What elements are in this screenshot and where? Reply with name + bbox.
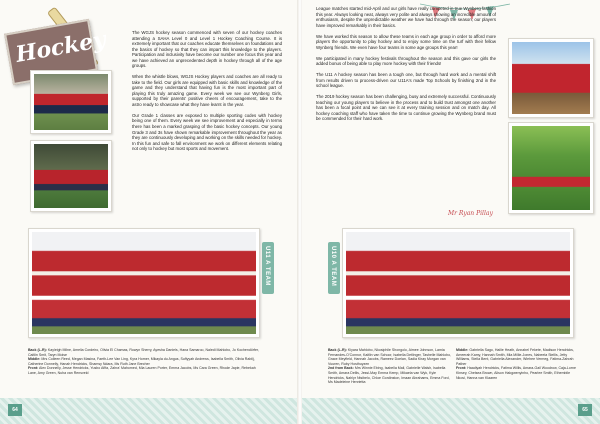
photo-image <box>512 126 590 210</box>
tab-label: U11 A TEAM <box>264 246 270 286</box>
page-number-right: 65 <box>578 404 592 416</box>
paragraph: We have worked this season to allow these teams in each age group in order to afford more players the opportunity to play hockey and to enjoy some time on the turf with their fellow Wynberg friends. We even have four teams in some age groups this year! <box>316 33 496 50</box>
paragraph: Our Grade 1 classes are exposed to multiple sporting codes with hockey being one of them. Every week we see improvement and especially in terms there has been a marked grasping of the basic hockey concepts. Our young Grade 3 and 3s have shown remarkable improvement throughout the year as they are continuously developing and working on the skills needed for hockey. In this fun and safe to fall environment we work on different elements relating not only to hockey but most sports and movement. <box>132 112 282 152</box>
paragraph: We participated in many hockey festivals throughout the season and this gave our girls the added bonus of being able to play more hockey with their friends! <box>316 55 496 67</box>
caption-line: 2nd from Back: Mrs Winnie Ebing, Isabella Mail, Gabrielle Walsh, Isabella Smith, Amara Dellis, Jessi-May Emma Kemp, Mikaela van Wyk, Kyle Hendricks, Nahlyr Ntsibelo, Chloe Gordinston, Imaan Abrahams, Emma Ford, Ms Madeleine Henrietta <box>328 366 450 385</box>
logo-text: Hockey <box>13 26 108 68</box>
caption-line: Front: Haadiyah Hendricks, Fatima Willis, Amara-Gail Woodrow, Caja-Lorne Kinsey, Chelsea Brown, Alison Hakgwenyinho, Pearlee Smith, Ethembile Nkosi, Hanna van Klaaren <box>456 366 576 380</box>
caption-line: Back (L-R): Kayleigh Milne, Amelia Cordeiro, Olivia El Chamas, Rowyn Sherry, Ayesha Daniels, Hana Samaroo, Naledi Mahlobo, Jo Kochendörfer, Caitlin Smit, Taryn Moise <box>28 348 259 357</box>
left-article-text <box>132 30 282 157</box>
left-caption <box>28 348 260 376</box>
right-article-text <box>316 6 496 127</box>
tab-label: U10 A TEAM <box>330 246 336 287</box>
right-caption-a <box>328 348 452 385</box>
paragraph: The WGJS hockey season commenced with seven of our hockey coaches attending a SAHA Level 0 and Level 1 Hockey Coaching Course. It is extremely important that our coaches educate themselves on foundations and the basics of hockey so that they can impart this knowledge to the players. Participation and inclusivity have become our number one focus this year and we have achieved an unprecedented depth in hockey through all of the age groups. <box>132 30 282 69</box>
photo-girls-playing <box>508 122 594 214</box>
photo-image <box>346 232 570 334</box>
paragraph: League matches started mid-April and our girls have really competed in true Wynberg fashion this year. Always looking neat, always very polite and always showing an incredible amount of enthusiasm, despite the unpredictable weather we have had through the season; our players have improved remarkably in their basics. <box>316 6 496 28</box>
photo-image <box>34 74 108 130</box>
page-number-left: 64 <box>8 404 22 416</box>
photo-team-huddle <box>30 140 112 212</box>
photo-girls-smiling <box>508 38 594 118</box>
photo-team-celebration <box>30 70 112 134</box>
caption-line: Middle: Gabriella Sago, Hailie Heath, Annabel Fekete, Madison Hendricks, Ameerah Kamy, Hannah Smith, Mia Millie-Jones, Nabeela Stellis, Jetty Williams, Stella Bent, Gabriella Alexander, Wiehee Vermeg, Fatima-Zahrah Pather <box>456 348 574 366</box>
caption-line: Front: Alex Donnelly, Jesse Hendricks, Yusbo Afifa, Zahra' Mahomed, Mia Lauren Porter, Emma Jacobs, Ms Cara Green, Rhode Japie, Rebekah Lane, Amy Green, Nuha van Rensveld <box>28 366 256 375</box>
caption-line: Middle: Mrs Colleen Reed, Megan Masina, Faeth-Lee Van Ling, Kyra Horner, Mikayla du Angus, Sufiyyah Andrews, Isabella Smith, Olivia Rabilj, Catherine Donnelly, Hanah Hendricks, Shamsy Ndara, Ms Ruth Jane Brecher <box>28 357 255 366</box>
right-footer-band <box>302 398 600 424</box>
paragraph: The U11 A hockey season has been a tough one, but through hard work and a mental shift from results driven to process-driven our U11A's made Top Schools by finishing 2nd in the school league. <box>316 72 496 89</box>
right-page <box>302 0 600 424</box>
photo-image <box>34 144 108 208</box>
paragraph: The 2019 hockey season has been challenging, busy and extremely successful. Continuously teaching our young players to believe in the process and to build trust amongst one another has been a focal point and we can see it at every training session and on match day. All hockey coaching staff who have taken the time to continue growing the Wynberg brand must be commended for their hard work. <box>316 94 496 122</box>
team-tab-left <box>262 242 274 294</box>
left-page <box>0 0 298 424</box>
team-photo-u10a <box>342 228 574 338</box>
paragraph: When the whistle blows, WGJS Hockey players and coaches are all ready to take to the field. Our girls are equipped with basic skills and knowledge of the game and they understand that having fun is the most important part of playing this truly amazing game. Every week we see our Wynberg Girls, supported by their parents' positive cheers of encouragement, take to the astro ready to showcase what they have learnt in the year. <box>132 74 282 107</box>
team-photo-u11a <box>28 228 260 338</box>
photo-image <box>32 232 256 334</box>
team-tab-right <box>328 242 340 294</box>
caption-line: Back (L-R): Kiyara Mahlobo, Nkosiphile Shongolo, Aimee Johnson, Lamia Fernandes-O'Connor, Kaitlin van Schoor, Isabella Detlinger, Tashelle Mahlobo, Grace Meyfield, Hannah Jacobs, Rameez Doelan, Sadia Kiray Morgan van Vuuren, Ruby Hosthuyzen <box>328 348 452 366</box>
right-caption-b <box>456 348 576 380</box>
signature: Mr Ryan Pillay <box>448 210 493 217</box>
photo-image <box>512 42 590 114</box>
left-footer-band <box>0 398 298 424</box>
